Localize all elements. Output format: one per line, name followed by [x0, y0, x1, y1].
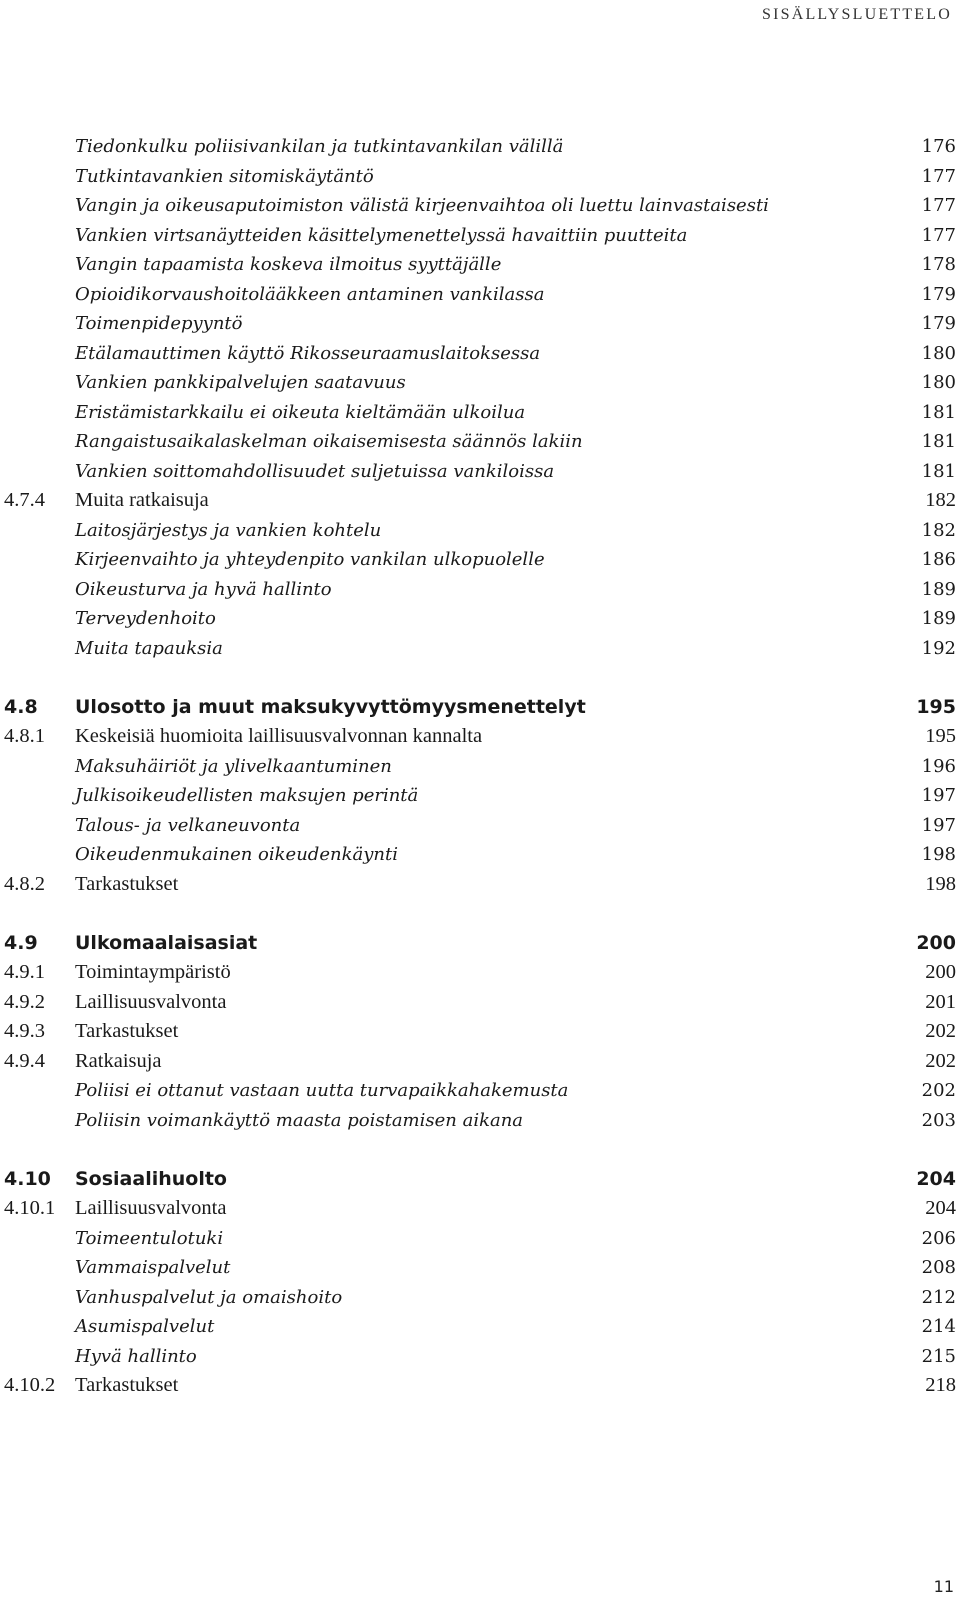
- toc-entry[interactable]: [0, 634, 960, 664]
- toc-entry-page: 189: [921, 578, 956, 600]
- toc-entry-page: 178: [921, 254, 956, 275]
- toc-entry-page: 198: [921, 844, 956, 865]
- toc-entry-page: 181: [921, 401, 956, 423]
- toc-entry-number: 4.10: [4, 1167, 51, 1190]
- toc-entry-title: Hyvä hallinto: [75, 1345, 197, 1367]
- toc-entry[interactable]: [0, 162, 960, 192]
- toc-entry[interactable]: [0, 1253, 960, 1283]
- toc-entry-title: Laitosjärjestys ja vankien kohtelu: [75, 519, 382, 541]
- toc-entry-title: Muita ratkaisuja: [75, 489, 209, 511]
- toc-entry[interactable]: [0, 575, 960, 605]
- toc-entry-number: 4.8: [4, 695, 38, 718]
- toc-entry-title: Talous- ja velkaneuvonta: [75, 814, 301, 836]
- toc-entry-page: 200: [925, 961, 956, 983]
- toc-entry-page: 200: [916, 931, 956, 954]
- toc-entry-page: 192: [921, 637, 956, 659]
- toc-entry-title: Oikeusturva ja hyvä hallinto: [75, 578, 332, 600]
- toc-entry-title: Terveydenhoito: [75, 608, 216, 629]
- toc-entry-page: 195: [916, 695, 956, 718]
- toc-section-heading[interactable]: [0, 929, 960, 959]
- toc-entry-page: 176: [921, 136, 956, 157]
- toc-entry-page: 179: [921, 313, 956, 334]
- toc-entry-page: 177: [921, 195, 956, 216]
- page-number: 11: [933, 1577, 954, 1596]
- toc-entry[interactable]: [0, 309, 960, 339]
- toc-entry-page: 177: [921, 224, 956, 246]
- toc-entry-number: 4.9.2: [4, 990, 45, 1013]
- toc-entry-page: 195: [925, 725, 956, 747]
- toc-entry-page: 181: [921, 431, 956, 452]
- toc-entry[interactable]: [0, 398, 960, 428]
- toc-entry-title: Toimintaympäristö: [75, 961, 231, 983]
- table-of-contents: [0, 132, 960, 1401]
- toc-entry[interactable]: [0, 1076, 960, 1106]
- toc-entry-page: 203: [921, 1109, 956, 1131]
- toc-entry[interactable]: [0, 427, 960, 457]
- toc-entry-number: 4.9.3: [4, 1020, 45, 1042]
- toc-entry-page: 198: [925, 872, 956, 895]
- toc-entry-page: 206: [921, 1227, 956, 1249]
- toc-entry-page: 212: [921, 1286, 956, 1308]
- toc-entry-title: Eristämistarkkailu ei oikeuta kieltämään ulkoilua: [75, 401, 526, 423]
- toc-entry-title: Ulkomaalaisasiat: [75, 931, 258, 954]
- toc-entry[interactable]: [0, 191, 960, 221]
- toc-entry[interactable]: [0, 1017, 960, 1047]
- toc-entry-title: Keskeisiä huomioita laillisuusvalvonnan kannalta: [75, 725, 483, 747]
- toc-entry-title: Vanhuspalvelut ja omaishoito: [75, 1286, 343, 1308]
- toc-entry[interactable]: [0, 280, 960, 310]
- toc-entry-title: Poliisi ei ottanut vastaan uutta turvapaikkahakemusta: [75, 1080, 569, 1101]
- toc-entry[interactable]: [0, 486, 960, 516]
- toc-entry-title: Kirjeenvaihto ja yhteydenpito vankilan ulkopuolelle: [75, 549, 545, 570]
- toc-entry-number: 4.7.4: [4, 489, 45, 511]
- toc-entry-title: Tarkastukset: [75, 1374, 179, 1396]
- toc-entry-number: 4.10.1: [4, 1197, 56, 1219]
- toc-entry-page: 180: [921, 372, 956, 393]
- toc-entry-title: Vankien pankkipalvelujen saatavuus: [75, 372, 406, 393]
- toc-entry[interactable]: [0, 545, 960, 575]
- toc-entry-title: Sosiaalihuolto: [75, 1167, 227, 1190]
- toc-entry-page: 202: [925, 1049, 956, 1072]
- toc-entry-title: Asumispalvelut: [75, 1316, 215, 1337]
- toc-entry-page: 182: [921, 519, 956, 541]
- toc-entry-title: Ratkaisuja: [75, 1049, 162, 1072]
- toc-entry-title: Opioidikorvaushoitolääkkeen antaminen vankilassa: [75, 283, 545, 305]
- toc-entry-title: Toimeentulotuki: [75, 1227, 224, 1249]
- toc-entry-title: Laillisuusvalvonta: [75, 1197, 227, 1219]
- toc-entry-number: 4.8.1: [4, 725, 45, 747]
- toc-entry-number: 4.8.2: [4, 872, 45, 895]
- toc-entry-page: 182: [925, 489, 956, 511]
- toc-entry-title: Etälamauttimen käyttö Rikosseuraamuslaitoksessa: [75, 342, 541, 364]
- toc-entry[interactable]: [0, 221, 960, 251]
- toc-entry-title: Maksuhäiriöt ja ylivelkaantuminen: [75, 755, 392, 777]
- toc-entry-title: Vankien virtsanäytteiden käsittelymenettelyssä havaittiin puutteita: [75, 224, 688, 246]
- toc-entry-page: 204: [916, 1167, 956, 1190]
- toc-entry-page: 196: [921, 755, 956, 777]
- toc-entry[interactable]: [0, 840, 960, 870]
- toc-entry-page: 197: [921, 814, 956, 836]
- toc-entry-title: Muita tapauksia: [75, 637, 223, 659]
- toc-entry[interactable]: [0, 1312, 960, 1342]
- toc-entry-title: Laillisuusvalvonta: [75, 990, 227, 1013]
- toc-entry[interactable]: [0, 1371, 960, 1401]
- toc-entry-title: Toimenpidepyyntö: [75, 313, 243, 334]
- toc-entry-page: 180: [921, 342, 956, 364]
- toc-entry-page: 214: [921, 1316, 956, 1337]
- toc-entry-title: Rangaistusaikalaskelman oikaisemisesta säännös lakiin: [75, 431, 583, 452]
- toc-entry[interactable]: [0, 722, 960, 752]
- toc-entry-page: 204: [925, 1197, 956, 1219]
- toc-entry[interactable]: [0, 811, 960, 841]
- toc-entry-title: Poliisin voimankäyttö maasta poistamisen aikana: [75, 1109, 524, 1131]
- toc-entry-title: Tarkastukset: [75, 1020, 179, 1042]
- toc-entry-page: 177: [921, 165, 956, 187]
- toc-entry-title: Julkisoikeudellisten maksujen perintä: [75, 785, 419, 806]
- toc-entry-page: 202: [921, 1080, 956, 1101]
- toc-entry[interactable]: [0, 752, 960, 782]
- toc-entry-title: Tiedonkulku poliisivankilan ja tutkintavankilan välillä: [75, 136, 564, 157]
- toc-entry[interactable]: [0, 604, 960, 634]
- toc-entry-title: Vankien soittomahdollisuudet suljetuissa vankiloissa: [75, 460, 555, 482]
- toc-entry-title: Vangin ja oikeusaputoimiston välistä kirjeenvaihtoa oli luettu lainvastaisesti: [75, 195, 769, 216]
- toc-entry[interactable]: [0, 958, 960, 988]
- toc-entry[interactable]: [0, 1283, 960, 1313]
- toc-entry-page: 208: [921, 1257, 956, 1278]
- toc-entry-page: 197: [921, 785, 956, 806]
- toc-entry-number: 4.10.2: [4, 1374, 56, 1396]
- toc-section-heading[interactable]: [0, 1165, 960, 1195]
- toc-entry-title: Ulosotto ja muut maksukyvyttömyysmenettelyt: [75, 695, 586, 718]
- toc-entry-title: Tutkintavankien sitomiskäytäntö: [75, 165, 374, 187]
- toc-entry-title: Vangin tapaamista koskeva ilmoitus syyttäjälle: [75, 254, 502, 275]
- toc-section-heading[interactable]: [0, 693, 960, 723]
- toc-entry-number: 4.9.4: [4, 1049, 45, 1072]
- toc-entry[interactable]: [0, 339, 960, 369]
- toc-entry[interactable]: [0, 368, 960, 398]
- toc-entry-title: Vammaispalvelut: [75, 1257, 231, 1278]
- toc-entry-page: 202: [925, 1020, 956, 1042]
- toc-entry[interactable]: [0, 250, 960, 280]
- toc-entry-title: Oikeudenmukainen oikeudenkäynti: [75, 844, 398, 865]
- toc-entry[interactable]: [0, 870, 960, 900]
- toc-entry-page: 186: [921, 549, 956, 570]
- toc-entry[interactable]: [0, 1047, 960, 1077]
- toc-entry-page: 189: [921, 608, 956, 629]
- toc-entry[interactable]: [0, 1342, 960, 1372]
- toc-entry[interactable]: [0, 457, 960, 487]
- toc-entry[interactable]: [0, 781, 960, 811]
- toc-entry[interactable]: [0, 132, 960, 162]
- toc-entry-title: Tarkastukset: [75, 872, 179, 895]
- toc-entry[interactable]: [0, 1106, 960, 1136]
- toc-entry-page: 215: [921, 1345, 956, 1367]
- toc-entry-page: 201: [925, 990, 956, 1013]
- toc-entry[interactable]: [0, 1224, 960, 1254]
- running-header: SISÄLLYSLUETTELO: [761, 6, 952, 23]
- toc-entry[interactable]: [0, 988, 960, 1018]
- toc-entry-number: 4.9: [4, 931, 38, 954]
- toc-entry[interactable]: [0, 1194, 960, 1224]
- toc-entry-page: 218: [925, 1374, 956, 1396]
- toc-entry[interactable]: [0, 516, 960, 546]
- toc-entry-page: 179: [921, 283, 956, 305]
- toc-entry-page: 181: [921, 460, 956, 482]
- toc-entry-number: 4.9.1: [4, 961, 45, 983]
